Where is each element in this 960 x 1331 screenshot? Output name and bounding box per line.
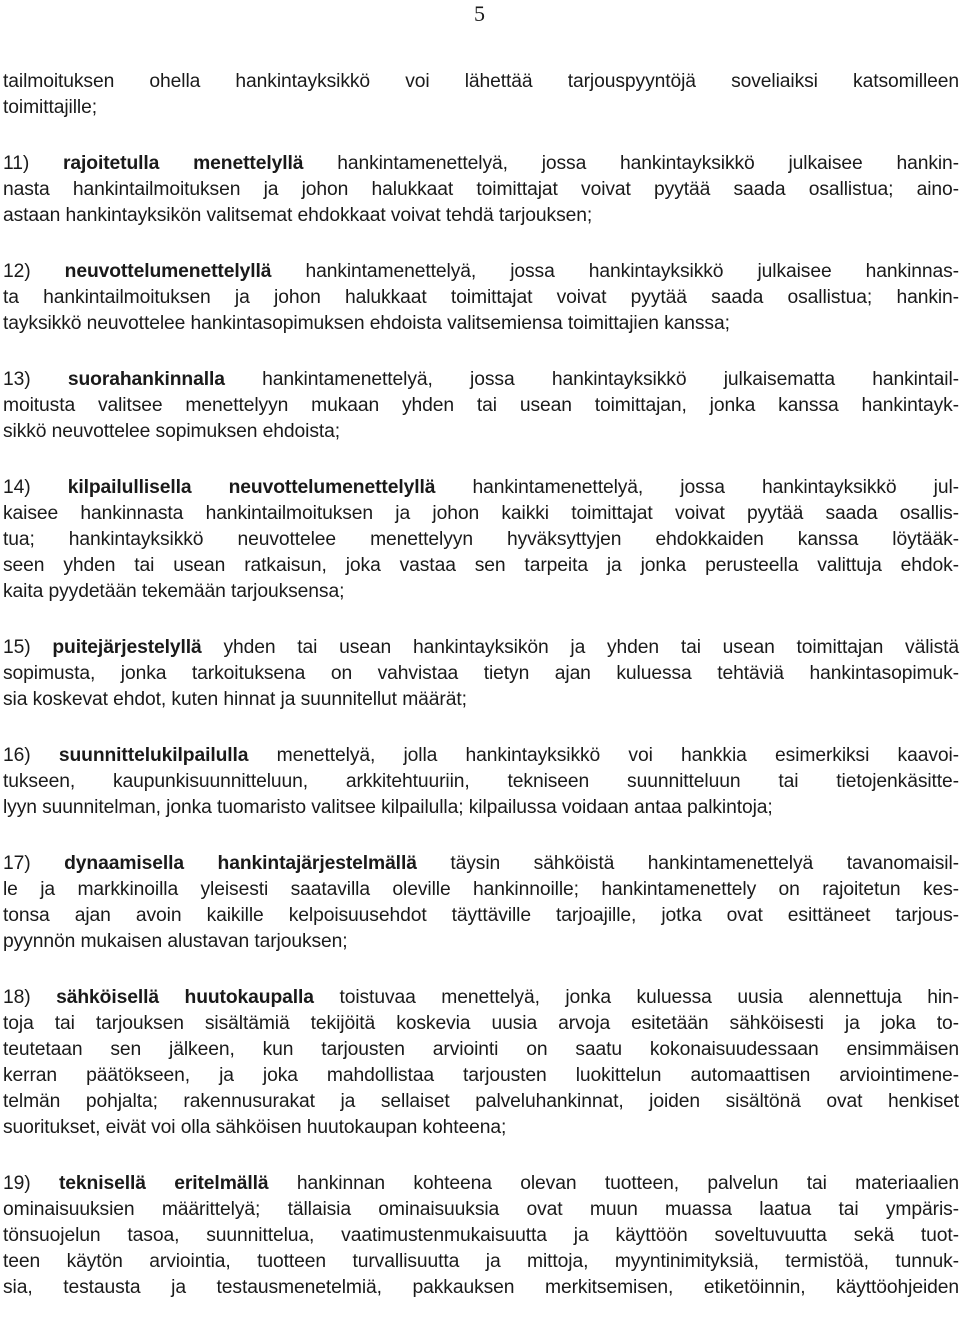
- definition-item: [3, 635, 959, 713]
- defined-term: neuvottelumenettelyllä: [64, 261, 272, 282]
- definition-item: [3, 475, 959, 605]
- text-line: kerran päätökseen, ja joka mahdollistaa tarjousten luokittelun automaattisen arviointimene-: [3, 1065, 959, 1086]
- paragraph: [3, 69, 959, 121]
- text-line: ominaisuuksien määrittelyä; tällaisia ominaisuuksia ovat muun muassa laatua tai ympäris-: [3, 1199, 959, 1220]
- text-line: le ja markkinoilla yleisesti saatavilla oleville hankinnoille; hankintamenettely on rajoitetun kes-: [3, 879, 959, 900]
- text-line: [3, 367, 959, 393]
- text-line: seen yhden tai usean ratkaisun, joka vastaa sen tarpeita ja jonka perusteella valittuja ehdok-: [3, 555, 959, 576]
- definition-text: hankinnan kohteena olevan tuotteen, palvelun tai materiaalien: [268, 1173, 959, 1194]
- item-number: 14): [3, 477, 31, 498]
- defined-term: puitejärjestelyllä: [52, 637, 202, 658]
- text-line: [3, 851, 959, 877]
- defined-term: rajoitetulla menettelyllä: [62, 153, 304, 174]
- text-line: teutetaan sen jälkeen, kun tarjousten arviointi on saatu kokonaisuudessaan ensimmäisen: [3, 1039, 959, 1060]
- defined-term: dynaamisella hankintajärjestelmällä: [64, 853, 417, 874]
- definition-text: hankintamenettelyä, jossa hankintayksikkö julkaisee hankin-: [303, 153, 959, 174]
- definition-text: hankintamenettelyä, jossa hankintayksikkö julkaisematta hankintail-: [224, 369, 959, 390]
- text-line: lyyn suunnitelman, jonka tuomaristo valitsee kilpailulla; kilpailussa voidaan antaa palkintoja;: [3, 797, 773, 818]
- text-line: [3, 259, 959, 285]
- document-body: [3, 69, 959, 1331]
- text-line: [3, 985, 959, 1011]
- text-line: kaita pyydetään tekemään tarjouksensa;: [3, 581, 345, 602]
- definition-item: [3, 151, 959, 229]
- text-line: [3, 635, 959, 661]
- item-number: 12): [3, 261, 31, 282]
- item-number: 17): [3, 853, 31, 874]
- text-line: sia, testausta ja testausmenetelmiä, pakkauksen merkitsemisen, etiketöinnin, käyttöohjeiden: [3, 1277, 959, 1298]
- defined-term: suorahankinnalla: [67, 369, 225, 390]
- text-line: nasta hankintailmoituksen ja johon halukkaat toimittajat voivat pyytää saada osallistua; aino-: [3, 179, 959, 200]
- defined-term: teknisellä eritelmällä: [58, 1173, 269, 1194]
- definition-text: toistuvaa menettelyä, jonka kuluessa uusia alennettuja hin-: [313, 987, 959, 1008]
- item-number: 19): [3, 1173, 31, 1194]
- text-line: suoritukset, eivät voi olla sähköisen huutokaupan kohteena;: [3, 1117, 507, 1138]
- text-line: tonsa ajan avoin kaikille kelpoisuusehdot täyttäville tarjoajille, jotka ovat esittäneet tarjous-: [3, 905, 959, 926]
- text-line: tayksikkö neuvottelee hankintasopimuksen ehdoista valitsemiensa toimittajien kanssa;: [3, 313, 730, 334]
- item-number: 18): [3, 987, 31, 1008]
- item-number: 15): [3, 637, 31, 658]
- text-line: sopimusta, jonka tarkoituksena on vahvistaa tietyn ajan kuluessa tehtäviä hankintasopimuk-: [3, 663, 959, 684]
- text-line: tua; hankintayksikkö neuvottelee menettelyyn hyväksyttyjen ehdokkaiden kanssa löytääk-: [3, 529, 959, 550]
- item-number: 13): [3, 369, 31, 390]
- text-line: toja tai tarjouksen sisältämiä tekijöitä koskevia uusia arvoja esitetään sähköisesti ja joka to-: [3, 1013, 959, 1034]
- text-line: sikkö neuvottelee sopimuksen ehdoista;: [3, 421, 341, 442]
- text-line: [3, 151, 959, 177]
- definition-text: täysin sähköistä hankintamenettelyä tavanomaisil-: [416, 853, 959, 874]
- definition-item: [3, 985, 959, 1141]
- definition-item: [3, 1171, 959, 1301]
- item-number: 11): [3, 153, 30, 174]
- text-line: teen käytön arviointia, tuotteen turvallisuutta ja mittoja, myyntinimityksiä, termistöä, tunnuk-: [3, 1251, 959, 1272]
- definition-text: yhden tai usean hankintayksikön ja yhden tai usean toimittajan välistä: [201, 637, 960, 658]
- definition-item: [3, 743, 959, 821]
- text-line: kaisee hankinnasta hankintailmoituksen ja johon kaikki toimittajat voivat pyytää saada osallis-: [3, 503, 959, 524]
- text-line: pyynnön mukaisen alustavan tarjouksen;: [3, 931, 348, 952]
- defined-term: suunnittelukilpailulla: [58, 745, 249, 766]
- definition-text: hankintamenettelyä, jossa hankintayksikkö julkaisee hankinnas-: [271, 261, 959, 282]
- defined-term: sähköisellä huutokaupalla: [56, 987, 314, 1008]
- defined-term: kilpailullisella neuvottelumenettelyllä: [67, 477, 436, 498]
- text-line: astaan hankintayksikön valitsemat ehdokkaat voivat tehdä tarjouksen;: [3, 205, 593, 226]
- text-line: [3, 743, 959, 769]
- text-line: telmän pohjalta; rakennusurakat ja sellaiset palveluhankinnat, joiden sisältönä ovat henkiset: [3, 1091, 959, 1112]
- text-line: toimittajille;: [3, 97, 97, 118]
- text-line: [3, 1171, 959, 1197]
- text-line: tukseen, kaupunkisuunnitteluun, arkkitehtuuriin, tekniseen suunnitteluun tai tietojenkäsitte-: [3, 771, 959, 792]
- definition-text: menettelyä, jolla hankintayksikkö voi hankkia esimerkiksi kaavoi-: [248, 745, 959, 766]
- text-line: sia koskevat ehdot, kuten hinnat ja suunnitellut määrät;: [3, 689, 467, 710]
- text-line: tailmoituksen ohella hankintayksikkö voi lähettää tarjouspyyntöjä soveliaiksi katsomilleen: [3, 71, 959, 92]
- definition-item: [3, 367, 959, 445]
- definition-item: [3, 851, 959, 955]
- definition-item: [3, 259, 959, 337]
- text-line: tönsuojelun tasoa, suunnittelua, vaatimustenmukaisuutta ja käyttöön soveltuvuutta sekä tuot-: [3, 1225, 959, 1246]
- item-number: 16): [3, 745, 31, 766]
- text-line: [3, 475, 959, 501]
- definition-text: hankintamenettelyä, jossa hankintayksikkö jul-: [435, 477, 959, 498]
- page-number: 5: [474, 1, 485, 26]
- text-line: ta hankintailmoituksen ja johon halukkaat toimittajat voivat pyytää saada osallistua; hankin-: [3, 287, 959, 308]
- text-line: moitusta valitsee menettelyyn mukaan yhden tai usean toimittajan, jonka kanssa hankintayk-: [3, 395, 959, 416]
